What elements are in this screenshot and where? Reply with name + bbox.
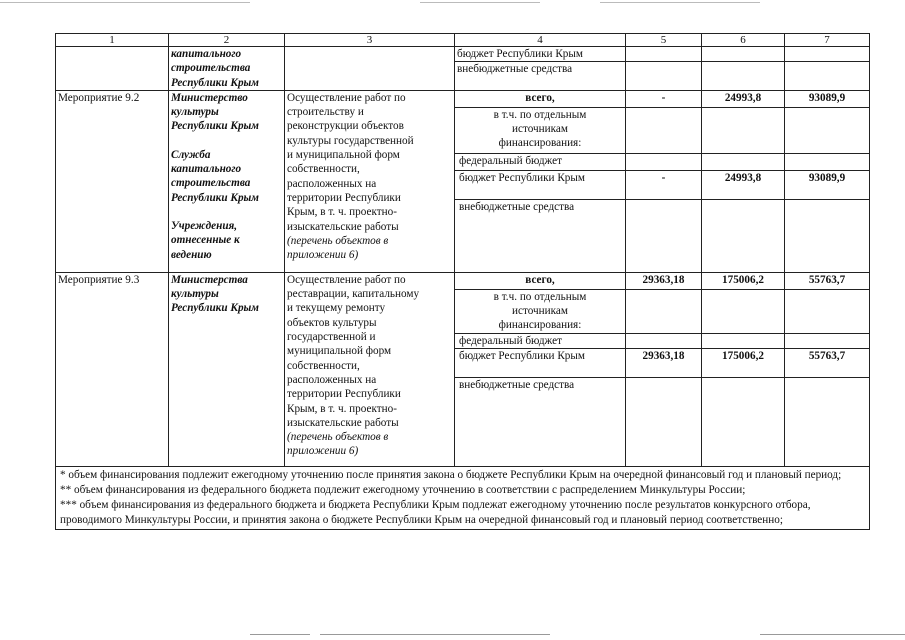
footnote: *** объем финансирования из федерального бюджета и бюджета Республики Крым подлежат ежегодному уточнению после результатов конкурсного отбора, проводимого Минкультуры России, и принятия закона о бюджете Республики Крым на очередной финансовый год и плановый период соответственно; [60,498,811,526]
value-cell [626,47,702,62]
measure-cell [56,47,169,91]
value-cell [785,47,870,62]
value-cell [785,108,869,154]
org-name: Министерство культуры Республики Крым [171,91,259,133]
column-header: 2 [169,34,285,47]
funding-source: внебюджетные средства [459,200,575,213]
value-column [785,90,870,272]
column-header: 6 [702,34,785,47]
org-name: капитального строительства Республики Крым [171,48,259,89]
funding-source: всего, [455,273,625,290]
measure-description-note: (перечень объектов в приложении 6) [287,431,389,458]
value-column [702,272,785,466]
value-cell [626,334,701,349]
column-header: 4 [455,34,626,47]
value-cell: 24993,8 [702,91,784,108]
funding-sources [455,272,626,466]
value-column [702,90,785,272]
responsible-org [169,272,285,466]
footnote: * объем финансирования подлежит ежегодному уточнению после принятия закона о бюджете Республики Крым на очередной финансовый год и плановый период; [60,468,842,481]
value-cell [702,290,784,334]
footnotes [56,466,870,529]
value-cell [785,378,869,466]
value-cell [702,47,785,62]
column-header: 5 [626,34,702,47]
funding-source: внебюджетные средства [459,378,575,391]
funding-source: внебюджетные средства [455,62,626,91]
column-header: 3 [285,34,455,47]
footnotes-row [56,466,870,529]
table-row [56,47,870,62]
value-cell [785,154,869,171]
responsible-org [169,47,285,91]
value-cell: 29363,18 [626,273,701,290]
funding-sources [455,90,626,272]
funding-source: бюджет Республики Крым [455,349,625,378]
value-cell [702,200,784,272]
header-row [56,34,870,47]
value-cell: - [626,91,701,108]
scan-edge-bottom [0,630,905,640]
description-cell [285,47,455,91]
value-cell [702,62,785,91]
value-cell [702,108,784,154]
value-cell: 175006,2 [702,273,784,290]
measure-description: Осуществление работ по строительству и реконструкции объектов культуры государственной и муниципальной форм собственности, расположенных на территории Республики Крым, в т. ч. проектно- изыскательские работы [287,91,414,233]
value-cell [626,200,701,272]
value-cell: 93089,9 [785,91,869,108]
value-cell [626,108,701,154]
measure-description-note: (перечень объектов в приложении 6) [287,234,389,262]
financing-table [55,33,870,530]
measure-name: Мероприятие 9.2 [58,91,140,104]
value-cell: - [626,171,701,200]
value-column [626,90,702,272]
value-cell: 55763,7 [785,349,869,378]
org-name: Учреждения, отнесенные к ведению [171,219,240,261]
org-name: Министерства культуры Республики Крым [171,273,259,315]
value-cell [785,290,869,334]
value-cell [702,378,784,466]
measure-name: Мероприятие 9.3 [58,273,140,286]
value-column [785,272,870,466]
value-cell [626,290,701,334]
column-header: 1 [56,34,169,47]
value-cell: 55763,7 [785,273,869,290]
value-cell [626,62,702,91]
value-cell [626,378,701,466]
funding-source: всего, [455,91,625,108]
measure-description: Осуществление работ по реставрации, капитальному и текущему ремонту объектов культуры государственной и муниципальной форм собственности, расположенных на территории Республики Крым, в т. ч. проектно- изыскательские работы [287,273,420,429]
value-cell: 93089,9 [785,171,869,200]
funding-source: в т.ч. по отдельным источникам финансирования: [455,108,625,154]
footnote: ** объем финансирования из федерального бюджета подлежит ежегодному уточнению в соответствии с распределением Минкультуры России; [60,483,746,496]
responsible-org [169,90,285,272]
funding-source: федеральный бюджет [455,154,625,171]
value-cell [785,62,870,91]
funding-source: бюджет Республики Крым [455,47,626,62]
scan-edge-top [0,0,905,6]
value-cell [626,154,701,171]
funding-source: в т.ч. по отдельным источникам финансирования: [455,290,625,334]
value-cell: 24993,8 [702,171,784,200]
value-cell [702,334,784,349]
measure-row [56,90,870,272]
measure-name-cell [56,272,169,466]
measure-name-cell [56,90,169,272]
measure-row [56,272,870,466]
description-cell [285,90,455,272]
value-cell [785,334,869,349]
value-cell: 175006,2 [702,349,784,378]
value-column [626,272,702,466]
description-cell [285,272,455,466]
funding-source: федеральный бюджет [455,334,625,349]
org-name: Служба капитального строительства Республики Крым [171,148,259,204]
value-cell: 29363,18 [626,349,701,378]
column-header: 7 [785,34,870,47]
value-cell [785,200,869,272]
funding-source: бюджет Республики Крым [455,171,625,200]
value-cell [702,154,784,171]
